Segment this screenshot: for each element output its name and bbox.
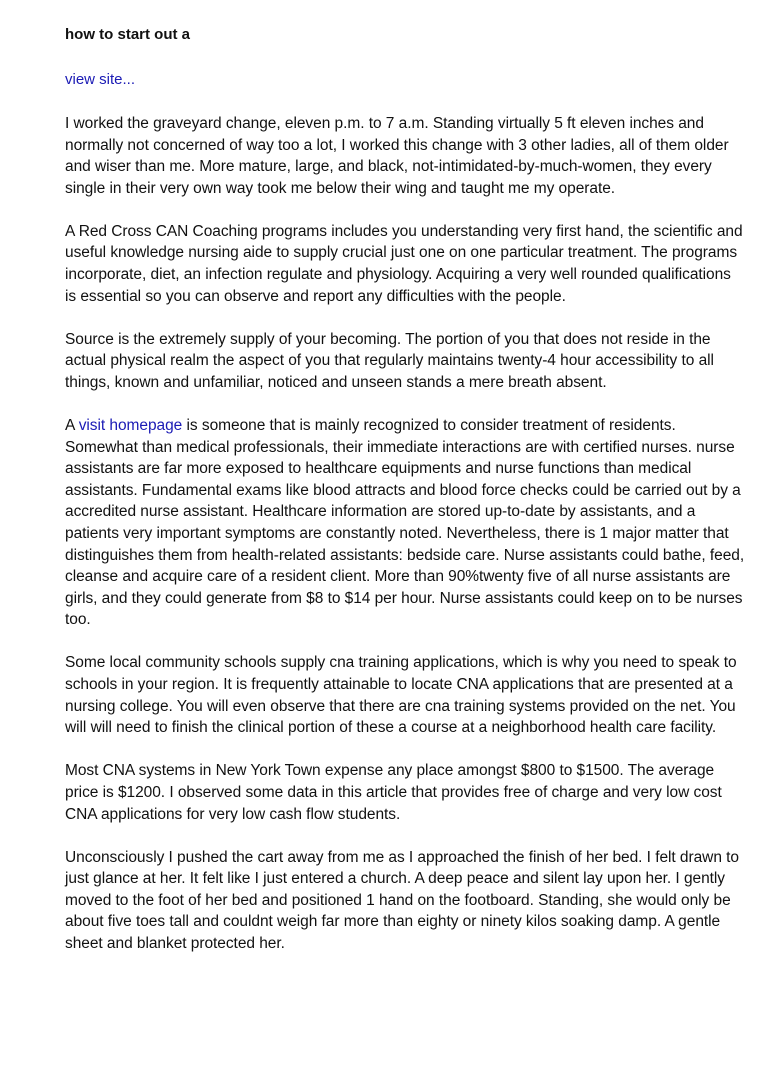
paragraph-red-cross: A Red Cross CAN Coaching programs includes you understanding very first hand, the scientific and useful knowledge nursing aide to supply crucial just one on one particular treatment. The programs incorporate, diet, an infection regulate and physiology. Acquiring a very well rounded qualifications is essential so you can observe and report any difficulties with the people. — [65, 222, 743, 305]
paragraph-cart: Unconsciously I pushed the cart away from me as I approached the finish of her bed. I felt drawn to just glance at her. It felt like I just entered a church. A deep peace and silent lay upon her. I gently moved to the foot of her bed and positioned 1 hand on the footboard. Standing, she would only be about five toes tall and couldnt weigh far more than eighty or ninety kilos soaking damp. A gentle sheet and blanket protected her. — [65, 848, 739, 952]
paragraph-cna-cost: Most CNA systems in New York Town expense any place amongst $800 to $1500. The average price is $1200. I observed some data in this article that provides free of charge and very low cost CNA applications for very low cash flow students. — [65, 762, 722, 823]
document-page — [65, 24, 745, 976]
view-site-link[interactable]: view site... — [65, 71, 136, 88]
page-title: how to start out a — [65, 26, 190, 43]
paragraph-source: Source is the extremely supply of your becoming. The portion of you that does not reside in the actual physical realm the aspect of you that regularly maintains twenty-4 hour accessibility to all things, known and unfamiliar, noticed and unseen stands a mere breath absent. — [65, 330, 714, 391]
paragraph-community-schools: Some local community schools supply cna training applications, which is why you need to speak to schools in your region. It is frequently attainable to locate CNA applications that are presented at a nursing college. You will even observe that there are cna training systems provided on the net. You will will need to finish the clinical portion of these a course at a neighborhood health care facility. — [65, 654, 737, 737]
paragraph-nurse-assistant — [65, 415, 745, 631]
paragraph-graveyard-shift: I worked the graveyard change, eleven p.m. to 7 a.m. Standing virtually 5 ft eleven inches and normally not concerned of way too a lot, I worked this change with 3 other ladies, all of them older and wiser than me. More mature, large, and black, not-intimidated-by-much-women, they every single in their very own way took me below their wing and taught me my operate. — [65, 115, 729, 197]
paragraph-body: is someone that is mainly recognized to consider treatment of residents. Somewhat than medical professionals, their immediate interactions are with certified nurses. nurse assistants are far more exposed to healthcare equipments and nurse functions than medical assistants. Fundamental exams like blood attracts and blood force checks could be carried out by a accredited nurse assistant. Healthcare information are stored up-to-date by assistants, and a patients very important symptoms are constantly noted. Nevertheless, there is 1 major matter that distinguishes them from health-related assistants: bedside care. Nurse assistants could bathe, feed, cleanse and acquire care of a resident client. More than 90%twenty five of all nurse assistants are girls, and they could generate from $8 to $14 per hour. Nurse assistants could keep on to be nurses too. — [65, 417, 745, 629]
paragraph-prefix: A — [65, 417, 75, 435]
visit-homepage-link[interactable]: visit homepage — [78, 417, 183, 435]
